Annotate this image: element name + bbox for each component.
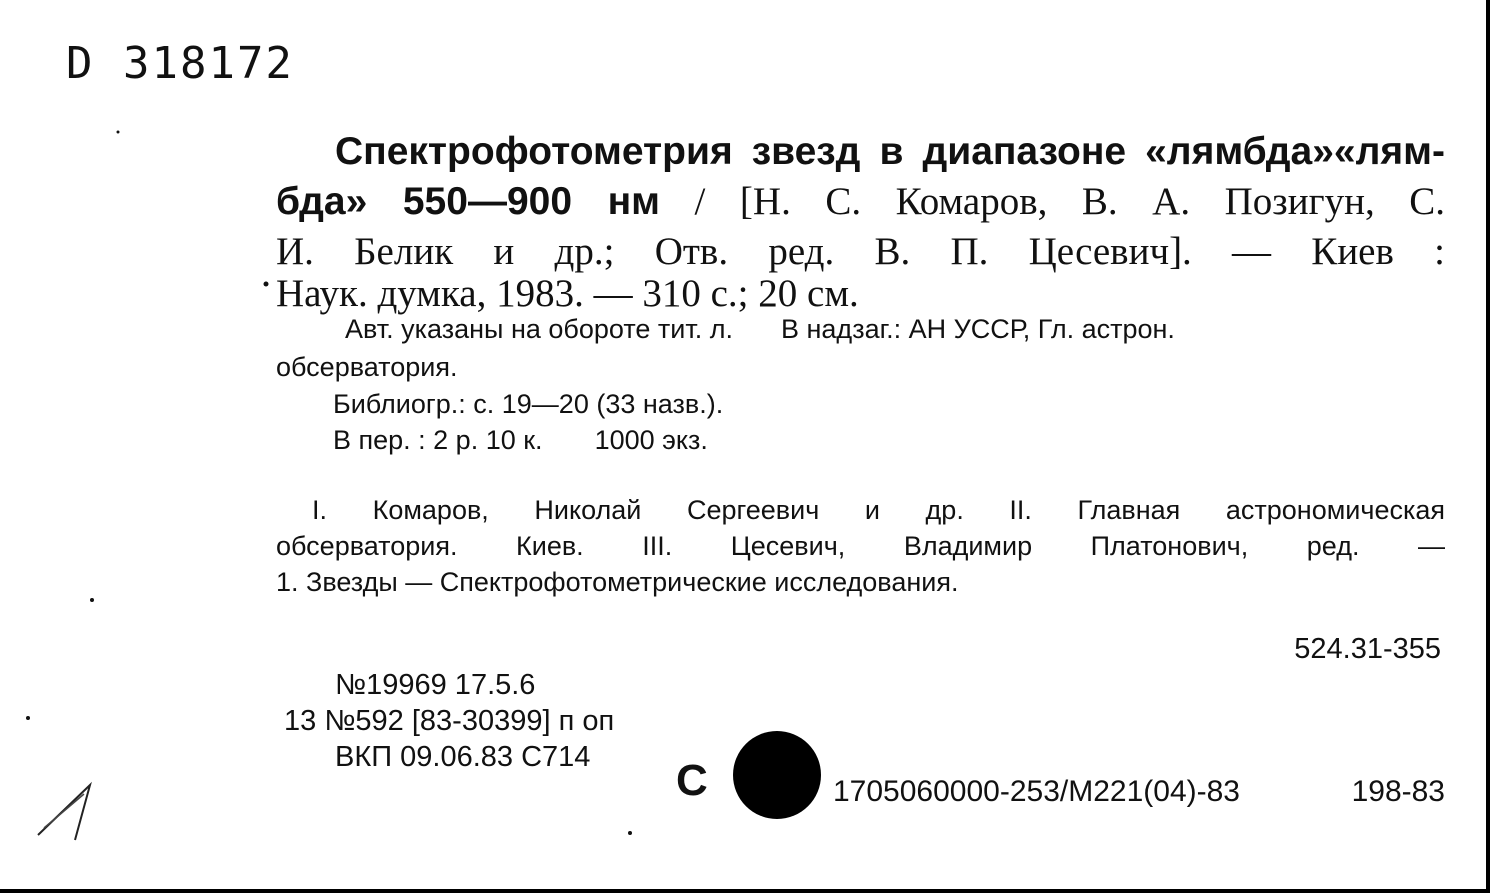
call-number: D 318172 bbox=[66, 38, 294, 89]
handwritten-mark-icon bbox=[38, 785, 90, 840]
tracing-line-3: 1. Звезды — Спектрофотометрические исследования. bbox=[276, 567, 959, 597]
note-bibliography: Библиогр.: с. 19—20 (33 назв.). bbox=[333, 389, 724, 419]
processing-line-2: 13 №592 [83-30399] п оп bbox=[284, 705, 615, 737]
note-price bbox=[333, 423, 708, 457]
note-observatory: обсерватория. bbox=[276, 352, 458, 382]
note-header-text: В надзаг.: АН УССР, Гл. астрон. bbox=[781, 314, 1175, 344]
title-line-3: И. Белик и др.; Отв. ред. В. П. Цесевич]. — Киев : bbox=[276, 230, 1445, 273]
udc-number: 524.31-355 bbox=[1294, 633, 1441, 665]
c-mark: С bbox=[676, 756, 708, 805]
note-authors-text: Авт. указаны на обороте тит. л. bbox=[345, 314, 733, 344]
note-print-run: 1000 экз. bbox=[594, 425, 708, 455]
note-price-text: В пер. : 2 р. 10 к. bbox=[333, 425, 543, 455]
processing-line-1: №19969 17.5.6 bbox=[335, 669, 536, 701]
processing-line-3: ВКП 09.06.83 С714 bbox=[335, 741, 591, 773]
responsibility-fragment: / [Н. С. Комаров, В. А. Позигун, С. bbox=[660, 180, 1445, 223]
tracing-line-1: I. Комаров, Николай Сергеевич и др. II. Главная астрономическая bbox=[312, 495, 1445, 525]
note-authors bbox=[345, 312, 1445, 346]
punch-hole-dot bbox=[733, 731, 821, 819]
tracing-line-2: обсерватория. Киев. III. Цесевич, Владимир Платонович, ред. — bbox=[276, 531, 1445, 561]
isbn-line: 1705060000-253/М221(04)-83 198-83 bbox=[833, 775, 1445, 808]
title-line-2 bbox=[276, 178, 1445, 226]
publication-line: Наук. думка, 1983. — 310 с.; 20 см. bbox=[276, 272, 859, 315]
title-bold-fragment: бда» 550—900 нм bbox=[276, 180, 661, 223]
title-line-1: Спектрофотометрия звезд в диапазоне «лямбда»«лям- bbox=[335, 130, 1445, 173]
